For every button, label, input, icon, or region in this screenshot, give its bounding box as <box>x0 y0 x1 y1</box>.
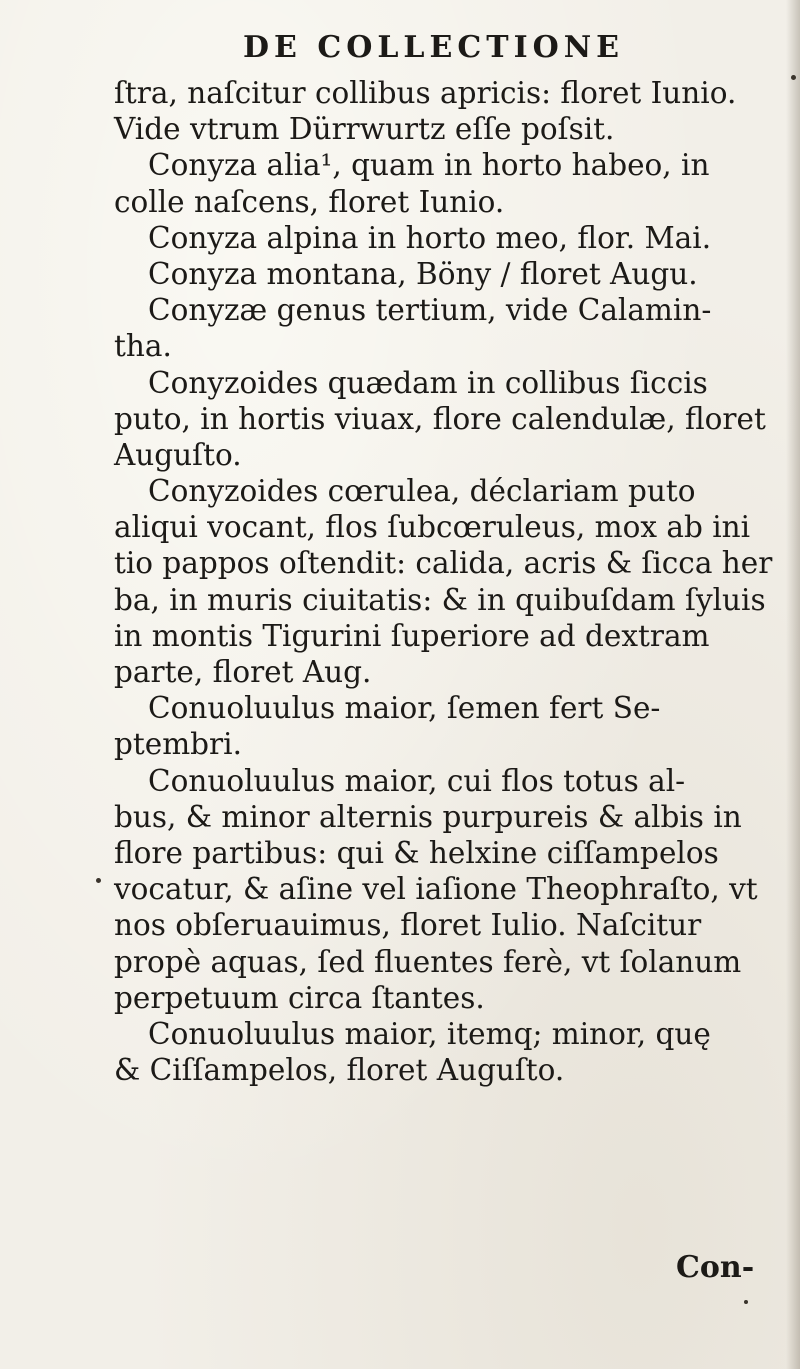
ink-speck <box>791 75 796 80</box>
text-line: Conyza alpina in horto meo, flor. Mai. <box>148 220 712 255</box>
running-head: DE COLLECTIONE <box>243 30 625 65</box>
text-line: ſtra, naſcitur collibus apricis: floret Iunio. <box>114 76 737 110</box>
text-line: Vide vtrum Dürrwurtz eſſe poſsit. <box>114 112 615 147</box>
ink-speck <box>96 878 101 883</box>
catchword: Con- <box>676 1250 755 1285</box>
text-line: Conyza alia¹, quam in horto habeo, in <box>148 148 710 183</box>
text-line: colle naſcens, floret Iunio. <box>114 184 505 219</box>
text-line: puto, in hortis viuax, flore calendulæ, floret <box>114 401 766 436</box>
text-line: parte, floret Aug. <box>114 655 372 689</box>
text-line: Auguſto. <box>114 437 242 472</box>
text-line: & Ciſſampelos, floret Auguſto. <box>114 1053 565 1088</box>
text-line: ptembri. <box>114 727 242 762</box>
ink-speck <box>744 1300 748 1304</box>
text-line: vocatur, & aſine vel iaſione Theophraſto, vt <box>114 872 758 907</box>
text-line: Conuoluulus maior, itemq; minor, quę <box>148 1016 711 1051</box>
text-line: Conyza montana, Böny / floret Augu. <box>148 256 698 291</box>
text-line: flore partibus: qui & helxine ciſſampelos <box>114 835 719 870</box>
text-line: Conuoluulus maior, cui flos totus al- <box>148 763 686 798</box>
text-line: nos obſeruauimus, floret Iulio. Naſcitur <box>114 908 702 943</box>
body-text <box>114 75 794 1088</box>
text-line: bus, & minor alternis purpureis & albis in <box>114 799 742 834</box>
text-line: propè aquas, ſed fluentes ferè, vt ſolanum <box>114 944 742 979</box>
text-line: in montis Tigurini ſuperiore ad dextram <box>114 618 710 653</box>
text-line: Conyzoides cœrulea, déclariam puto <box>148 474 696 509</box>
text-line: tha. <box>114 329 172 364</box>
text-line: Conyzoides quædam in collibus ſiccis <box>148 365 708 400</box>
text-line: aliqui vocant, flos ſubcœruleus, mox ab ini <box>114 510 751 545</box>
text-line: Conyzæ genus tertium, vide Calamin- <box>148 293 712 328</box>
text-line: perpetuum circa ſtantes. <box>114 980 485 1015</box>
text-line: ba, in muris ciuitatis: & in quibuſdam ſyluis <box>114 582 766 617</box>
text-line: tio pappos oſtendit: calida, acris & ſicca her <box>114 546 773 581</box>
text-line: Conuoluulus maior, ſemen fert Se- <box>148 691 661 726</box>
